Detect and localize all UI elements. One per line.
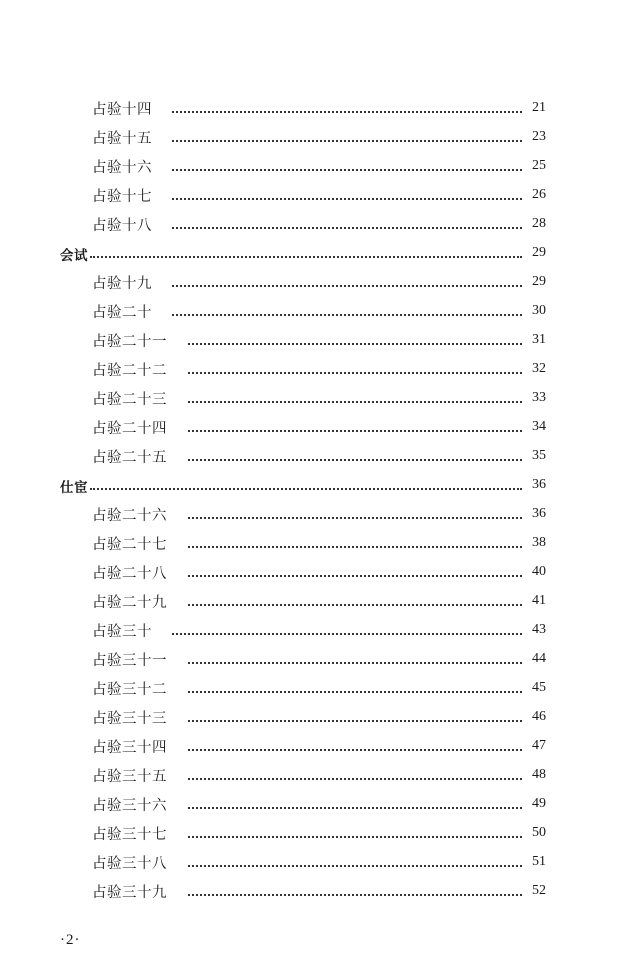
toc-entry-title: 占验三十二 — [92, 682, 167, 698]
toc-entry-page-number: 21 — [532, 100, 546, 115]
toc-entry-page-number: 40 — [532, 564, 546, 579]
toc-entry — [0, 588, 636, 617]
dot-leader — [188, 894, 522, 896]
toc-entry-title: 占验二十二 — [92, 363, 167, 379]
toc-entry-title: 占验三十八 — [92, 856, 167, 872]
toc-entry-title: 占验三十九 — [92, 885, 167, 901]
dot-leader — [188, 865, 522, 867]
dot-leader — [188, 430, 522, 432]
toc-entry-title: 占验三十 — [92, 624, 152, 640]
dot-leader — [188, 604, 522, 606]
toc-entry-page-number: 25 — [532, 158, 546, 173]
toc-section-heading — [0, 240, 636, 269]
dot-leader — [90, 488, 522, 490]
dot-leader — [90, 256, 522, 258]
toc-entry-title: 占验二十九 — [92, 595, 167, 611]
toc-entry-title: 仕宦 — [60, 480, 88, 496]
dot-leader — [172, 633, 522, 635]
toc-entry-title: 占验二十七 — [92, 537, 167, 553]
toc-entry — [0, 762, 636, 791]
toc-entry-title: 占验十六 — [92, 160, 152, 176]
toc-entry-title: 占验三十七 — [92, 827, 167, 843]
toc-section-heading — [0, 472, 636, 501]
toc-entry-title: 占验二十五 — [92, 450, 167, 466]
dot-leader — [188, 575, 522, 577]
toc-entry-page-number: 29 — [532, 274, 546, 289]
toc-entry-page-number: 52 — [532, 883, 546, 898]
toc-entry — [0, 124, 636, 153]
toc-entry — [0, 704, 636, 733]
dot-leader — [188, 459, 522, 461]
toc-entry-title: 占验三十四 — [92, 740, 167, 756]
toc-entry-page-number: 38 — [532, 535, 546, 550]
toc-entry — [0, 791, 636, 820]
toc-entry-page-number: 35 — [532, 448, 546, 463]
dot-leader — [188, 517, 522, 519]
toc-entry-page-number: 43 — [532, 622, 546, 637]
dot-leader — [172, 111, 522, 113]
toc-entry — [0, 356, 636, 385]
toc-entry-page-number: 30 — [532, 303, 546, 318]
dot-leader — [188, 691, 522, 693]
toc-entry-page-number: 44 — [532, 651, 546, 666]
toc-entry — [0, 414, 636, 443]
toc-entry-title: 占验十五 — [92, 131, 152, 147]
toc-entry-title: 占验三十三 — [92, 711, 167, 727]
dot-leader — [188, 778, 522, 780]
dot-leader — [188, 836, 522, 838]
toc-entry — [0, 878, 636, 907]
toc-entry — [0, 269, 636, 298]
toc-entry — [0, 327, 636, 356]
toc-entry — [0, 646, 636, 675]
toc-entry — [0, 559, 636, 588]
toc-entry — [0, 733, 636, 762]
dot-leader — [188, 662, 522, 664]
toc-entry-page-number: 28 — [532, 216, 546, 231]
toc-entry — [0, 385, 636, 414]
toc-entry-title: 占验三十五 — [92, 769, 167, 785]
dot-leader — [172, 285, 522, 287]
toc-entry-page-number: 34 — [532, 419, 546, 434]
toc-entry-page-number: 36 — [532, 477, 546, 492]
dot-leader — [188, 546, 522, 548]
toc-entry-title: 占验十八 — [92, 218, 152, 234]
toc-entry-page-number: 51 — [532, 854, 546, 869]
toc-entry — [0, 95, 636, 124]
toc-entry-title: 占验二十 — [92, 305, 152, 321]
toc-entry — [0, 530, 636, 559]
toc-entry-page-number: 41 — [532, 593, 546, 608]
toc-entry-page-number: 49 — [532, 796, 546, 811]
toc-entry-title: 会试 — [60, 248, 88, 264]
dot-leader — [188, 401, 522, 403]
page-number-footer: ·2· — [60, 932, 81, 948]
toc-entry-page-number: 50 — [532, 825, 546, 840]
toc-entry — [0, 182, 636, 211]
toc-entry-title: 占验十七 — [92, 189, 152, 205]
toc-entry-page-number: 26 — [532, 187, 546, 202]
dot-leader — [172, 169, 522, 171]
dot-leader — [188, 343, 522, 345]
toc-entry-title: 占验三十一 — [92, 653, 167, 669]
dot-leader — [188, 720, 522, 722]
toc-entry-title: 占验三十六 — [92, 798, 167, 814]
toc-entry-page-number: 32 — [532, 361, 546, 376]
toc-entry-page-number: 36 — [532, 506, 546, 521]
toc-entry-page-number: 48 — [532, 767, 546, 782]
toc-entry — [0, 501, 636, 530]
dot-leader — [172, 227, 522, 229]
toc-entry-title: 占验二十三 — [92, 392, 167, 408]
toc-entry-page-number: 31 — [532, 332, 546, 347]
toc-entry-title: 占验二十四 — [92, 421, 167, 437]
toc-entry — [0, 153, 636, 182]
toc-entry — [0, 617, 636, 646]
toc-entry-title: 占验二十六 — [92, 508, 167, 524]
toc-entry-title: 占验二十八 — [92, 566, 167, 582]
toc-entry — [0, 443, 636, 472]
dot-leader — [172, 314, 522, 316]
toc-entry — [0, 211, 636, 240]
dot-leader — [172, 140, 522, 142]
toc-entry-title: 占验二十一 — [92, 334, 167, 350]
dot-leader — [172, 198, 522, 200]
toc-entry-page-number: 33 — [532, 390, 546, 405]
toc-entry — [0, 675, 636, 704]
toc-entry — [0, 820, 636, 849]
toc-entry — [0, 298, 636, 327]
toc-entry-title: 占验十四 — [92, 102, 152, 118]
dot-leader — [188, 749, 522, 751]
toc-entry — [0, 849, 636, 878]
toc-entry-page-number: 47 — [532, 738, 546, 753]
toc-entry-page-number: 23 — [532, 129, 546, 144]
toc-entry-page-number: 45 — [532, 680, 546, 695]
toc-entry-title: 占验十九 — [92, 276, 152, 292]
dot-leader — [188, 807, 522, 809]
toc-entry-page-number: 46 — [532, 709, 546, 724]
dot-leader — [188, 372, 522, 374]
toc-entry-page-number: 29 — [532, 245, 546, 260]
